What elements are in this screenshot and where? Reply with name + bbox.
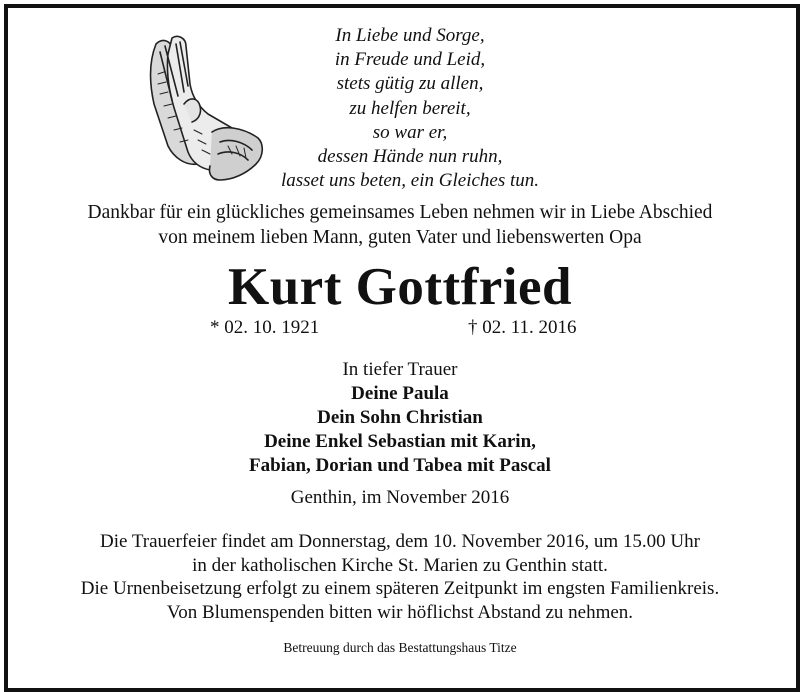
poem-line: lasset uns beten, ein Gleiches tun. [280,170,540,192]
mourner-name: Deine Enkel Sebastian mit Karin, [264,431,536,452]
memorial-poem [260,24,560,193]
funeral-home-footer: Betreuung durch das Bestattungshaus Titze [283,640,517,655]
intro-text [0,200,800,250]
place-date: Genthin, im November 2016 [290,487,510,508]
mourner-name: Deine Paula [351,383,449,404]
mourner-name: Dein Sohn Christian [317,407,483,428]
ceremony-line: Die Trauerfeier findet am Donnerstag, dem 10. November 2016, um 15.00 Uhr [100,531,700,552]
mourner-name: Fabian, Dorian und Tabea mit Pascal [249,455,551,476]
ceremony-line: in der katholischen Kirche St. Marien zu Genthin statt. [192,554,608,576]
intro-line: von meinem lieben Mann, guten Vater und liebenswerten Opa [158,227,642,248]
poem-line: stets gütig zu allen, [336,73,484,95]
poem-line: so war er, [372,121,448,143]
poem-line: zu helfen bereit, [349,97,471,119]
intro-line: Dankbar für ein glückliches gemeinsames Leben nehmen wir in Liebe Abschied [87,202,713,223]
ceremony-info [0,530,800,624]
death-date: † 02. 11. 2016 [468,317,577,338]
ceremony-line: Die Urnenbeisetzung erfolgt zu einem späteren Zeitpunkt im engsten Familienkreis. [80,578,720,599]
poem-line: in Freude und Leid, [334,49,486,71]
mourners-heading: In tiefer Trauer [342,359,458,380]
ceremony-line: Von Blumenspenden bitten wir höflichst Abstand zu nehmen. [166,601,634,623]
deceased-name: Kurt Gottfried [227,258,573,316]
poem-line: dessen Hände nun ruhn, [317,146,503,168]
mourners-block [0,358,800,478]
praying-hands-icon [128,34,266,184]
birth-date: * 02. 10. 1921 [210,317,320,338]
poem-line: In Liebe und Sorge, [335,25,485,46]
